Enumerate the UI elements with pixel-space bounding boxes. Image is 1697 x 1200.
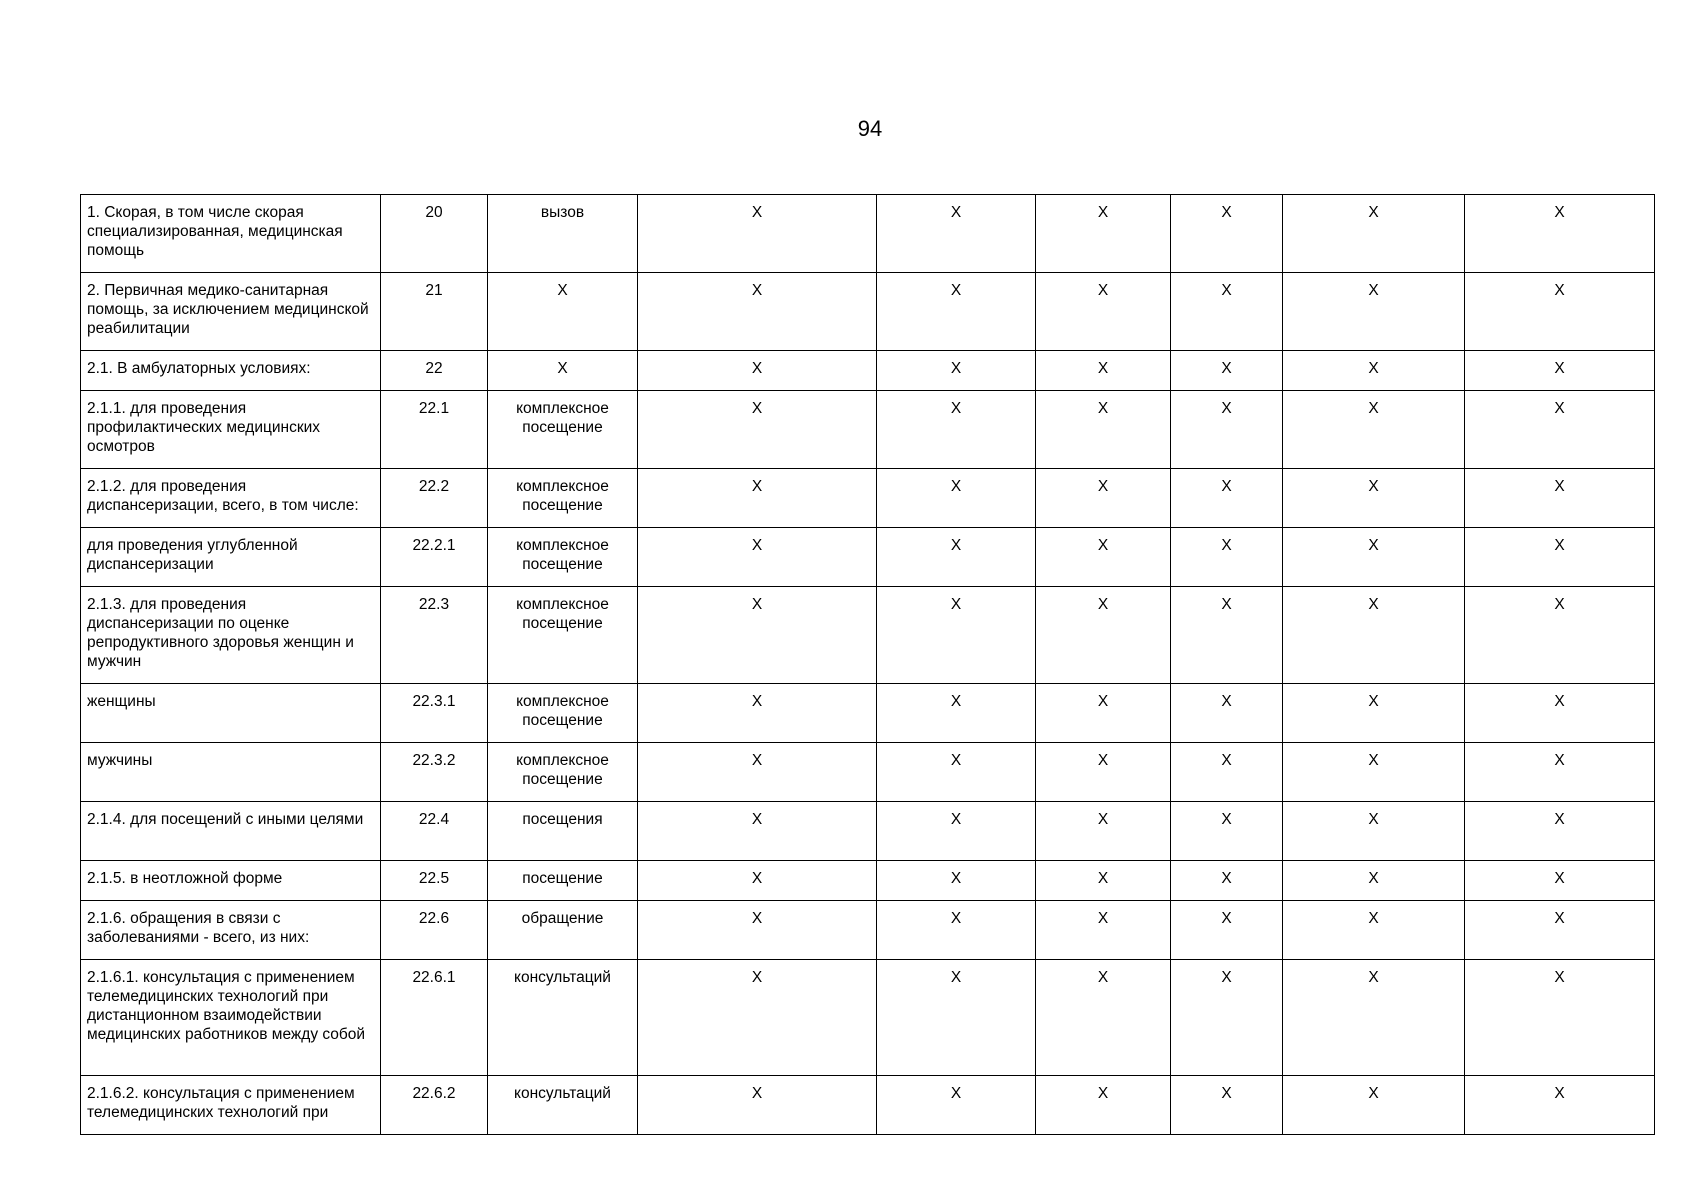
mark-cell: X — [877, 273, 1036, 351]
mark-cell: X — [638, 684, 877, 743]
table-row — [81, 684, 1655, 743]
mark-cell: X — [1465, 743, 1655, 802]
mark-cell: X — [1465, 351, 1655, 391]
mark-cell: X — [1465, 391, 1655, 469]
mark-cell: X — [638, 960, 877, 1076]
mark-cell: X — [1283, 960, 1465, 1076]
mark-cell: X — [1465, 960, 1655, 1076]
mark-cell: X — [877, 195, 1036, 273]
mark-cell: X — [1171, 273, 1283, 351]
row-code-cell: 22.4 — [381, 802, 488, 861]
mark-cell: X — [1036, 1076, 1171, 1135]
mark-cell: X — [1036, 273, 1171, 351]
mark-cell: X — [1036, 901, 1171, 960]
row-code-cell: 21 — [381, 273, 488, 351]
mark-cell: X — [638, 901, 877, 960]
mark-cell: X — [1171, 901, 1283, 960]
mark-cell: X — [1465, 684, 1655, 743]
mark-cell: X — [1036, 469, 1171, 528]
mark-cell: X — [1036, 861, 1171, 901]
mark-cell: X — [877, 684, 1036, 743]
mark-cell: X — [877, 802, 1036, 861]
mark-cell: X — [1465, 528, 1655, 587]
mark-cell: X — [638, 1076, 877, 1135]
mark-cell: X — [1171, 960, 1283, 1076]
row-unit-cell: комплексное посещение — [488, 587, 638, 684]
mark-cell: X — [1283, 351, 1465, 391]
mark-cell: X — [1036, 960, 1171, 1076]
table-row — [81, 802, 1655, 861]
row-code-cell: 22.3.2 — [381, 743, 488, 802]
mark-cell: X — [877, 469, 1036, 528]
row-code-cell: 22 — [381, 351, 488, 391]
mark-cell: X — [1283, 528, 1465, 587]
row-code-cell: 20 — [381, 195, 488, 273]
row-name-cell: 2.1.3. для проведения диспансеризации по оценке репродуктивного здоровья женщин и мужчин — [81, 587, 381, 684]
mark-cell: X — [1171, 391, 1283, 469]
mark-cell: X — [638, 273, 877, 351]
mark-cell: X — [877, 391, 1036, 469]
table-body — [81, 195, 1655, 1135]
mark-cell: X — [877, 901, 1036, 960]
row-name-cell: 2.1.2. для проведения диспансеризации, всего, в том числе: — [81, 469, 381, 528]
mark-cell: X — [1171, 528, 1283, 587]
mark-cell: X — [1283, 802, 1465, 861]
mark-cell: X — [1465, 273, 1655, 351]
mark-cell: X — [1283, 195, 1465, 273]
mark-cell: X — [1283, 469, 1465, 528]
mark-cell: X — [1283, 391, 1465, 469]
data-table — [80, 194, 1655, 1135]
row-name-cell: 2.1.6.2. консультация с применением телемедицинских технологий при — [81, 1076, 381, 1135]
mark-cell: X — [1036, 528, 1171, 587]
table-row — [81, 861, 1655, 901]
page-number: 94 — [857, 116, 883, 141]
mark-cell: X — [877, 351, 1036, 391]
table-row — [81, 960, 1655, 1076]
mark-cell: X — [1465, 901, 1655, 960]
row-code-cell: 22.6.1 — [381, 960, 488, 1076]
mark-cell: X — [638, 391, 877, 469]
mark-cell: X — [638, 195, 877, 273]
row-code-cell: 22.6 — [381, 901, 488, 960]
mark-cell: X — [638, 528, 877, 587]
row-unit-cell: комплексное посещение — [488, 743, 638, 802]
row-code-cell: 22.2.1 — [381, 528, 488, 587]
mark-cell: X — [1171, 469, 1283, 528]
row-unit-cell: комплексное посещение — [488, 528, 638, 587]
mark-cell: X — [1171, 684, 1283, 743]
mark-cell: X — [1465, 802, 1655, 861]
mark-cell: X — [1465, 195, 1655, 273]
row-unit-cell: консультаций — [488, 960, 638, 1076]
table-row — [81, 351, 1655, 391]
mark-cell: X — [1283, 861, 1465, 901]
row-unit-cell: комплексное посещение — [488, 469, 638, 528]
mark-cell: X — [1283, 1076, 1465, 1135]
row-name-cell: 2.1. В амбулаторных условиях: — [81, 351, 381, 391]
mark-cell: X — [1465, 469, 1655, 528]
row-code-cell: 22.3.1 — [381, 684, 488, 743]
mark-cell: X — [1036, 351, 1171, 391]
mark-cell: X — [877, 861, 1036, 901]
mark-cell: X — [1283, 743, 1465, 802]
table-row — [81, 391, 1655, 469]
mark-cell: X — [1171, 802, 1283, 861]
mark-cell: X — [1171, 195, 1283, 273]
mark-cell: X — [1036, 391, 1171, 469]
row-name-cell: 2.1.6.1. консультация с применением телемедицинских технологий при дистанционном взаимодействии медицинских работников между собой — [81, 960, 381, 1076]
mark-cell: X — [638, 861, 877, 901]
mark-cell: X — [1171, 1076, 1283, 1135]
row-unit-cell: консультаций — [488, 1076, 638, 1135]
mark-cell: X — [1283, 684, 1465, 743]
table-row — [81, 469, 1655, 528]
row-name-cell: 2.1.5. в неотложной форме — [81, 861, 381, 901]
row-name-cell: 2.1.4. для посещений с иными целями — [81, 802, 381, 861]
row-code-cell: 22.1 — [381, 391, 488, 469]
mark-cell: X — [1465, 1076, 1655, 1135]
row-name-cell: 1. Скорая, в том числе скорая специализированная, медицинская помощь — [81, 195, 381, 273]
mark-cell: X — [877, 743, 1036, 802]
mark-cell: X — [638, 587, 877, 684]
mark-cell: X — [1283, 901, 1465, 960]
row-unit-cell: посещение — [488, 861, 638, 901]
mark-cell: X — [1036, 802, 1171, 861]
row-code-cell: 22.6.2 — [381, 1076, 488, 1135]
mark-cell: X — [1171, 587, 1283, 684]
mark-cell: X — [877, 1076, 1036, 1135]
row-name-cell: женщины — [81, 684, 381, 743]
row-name-cell: мужчины — [81, 743, 381, 802]
row-name-cell: 2. Первичная медико-санитарная помощь, за исключением медицинской реабилитации — [81, 273, 381, 351]
table-row — [81, 901, 1655, 960]
mark-cell: X — [638, 351, 877, 391]
mark-cell: X — [1036, 684, 1171, 743]
mark-cell: X — [1171, 743, 1283, 802]
mark-cell: X — [1171, 861, 1283, 901]
row-name-cell: для проведения углубленной диспансеризации — [81, 528, 381, 587]
table-row — [81, 1076, 1655, 1135]
mark-cell: X — [638, 802, 877, 861]
row-unit-cell: X — [488, 273, 638, 351]
row-name-cell: 2.1.1. для проведения профилактических медицинских осмотров — [81, 391, 381, 469]
row-unit-cell: вызов — [488, 195, 638, 273]
row-unit-cell: посещения — [488, 802, 638, 861]
row-unit-cell: комплексное посещение — [488, 684, 638, 743]
mark-cell: X — [1171, 351, 1283, 391]
table-row — [81, 273, 1655, 351]
row-unit-cell: комплексное посещение — [488, 391, 638, 469]
mark-cell: X — [1465, 861, 1655, 901]
mark-cell: X — [877, 528, 1036, 587]
mark-cell: X — [1036, 587, 1171, 684]
table-row — [81, 587, 1655, 684]
mark-cell: X — [638, 743, 877, 802]
table-row — [81, 195, 1655, 273]
table-row — [81, 528, 1655, 587]
row-unit-cell: обращение — [488, 901, 638, 960]
mark-cell: X — [1283, 587, 1465, 684]
mark-cell: X — [1283, 273, 1465, 351]
mark-cell: X — [1036, 195, 1171, 273]
row-name-cell: 2.1.6. обращения в связи с заболеваниями - всего, из них: — [81, 901, 381, 960]
mark-cell: X — [1465, 587, 1655, 684]
mark-cell: X — [638, 469, 877, 528]
row-code-cell: 22.5 — [381, 861, 488, 901]
row-unit-cell: X — [488, 351, 638, 391]
row-code-cell: 22.2 — [381, 469, 488, 528]
row-code-cell: 22.3 — [381, 587, 488, 684]
mark-cell: X — [877, 587, 1036, 684]
mark-cell: X — [1036, 743, 1171, 802]
table-row — [81, 743, 1655, 802]
mark-cell: X — [877, 960, 1036, 1076]
